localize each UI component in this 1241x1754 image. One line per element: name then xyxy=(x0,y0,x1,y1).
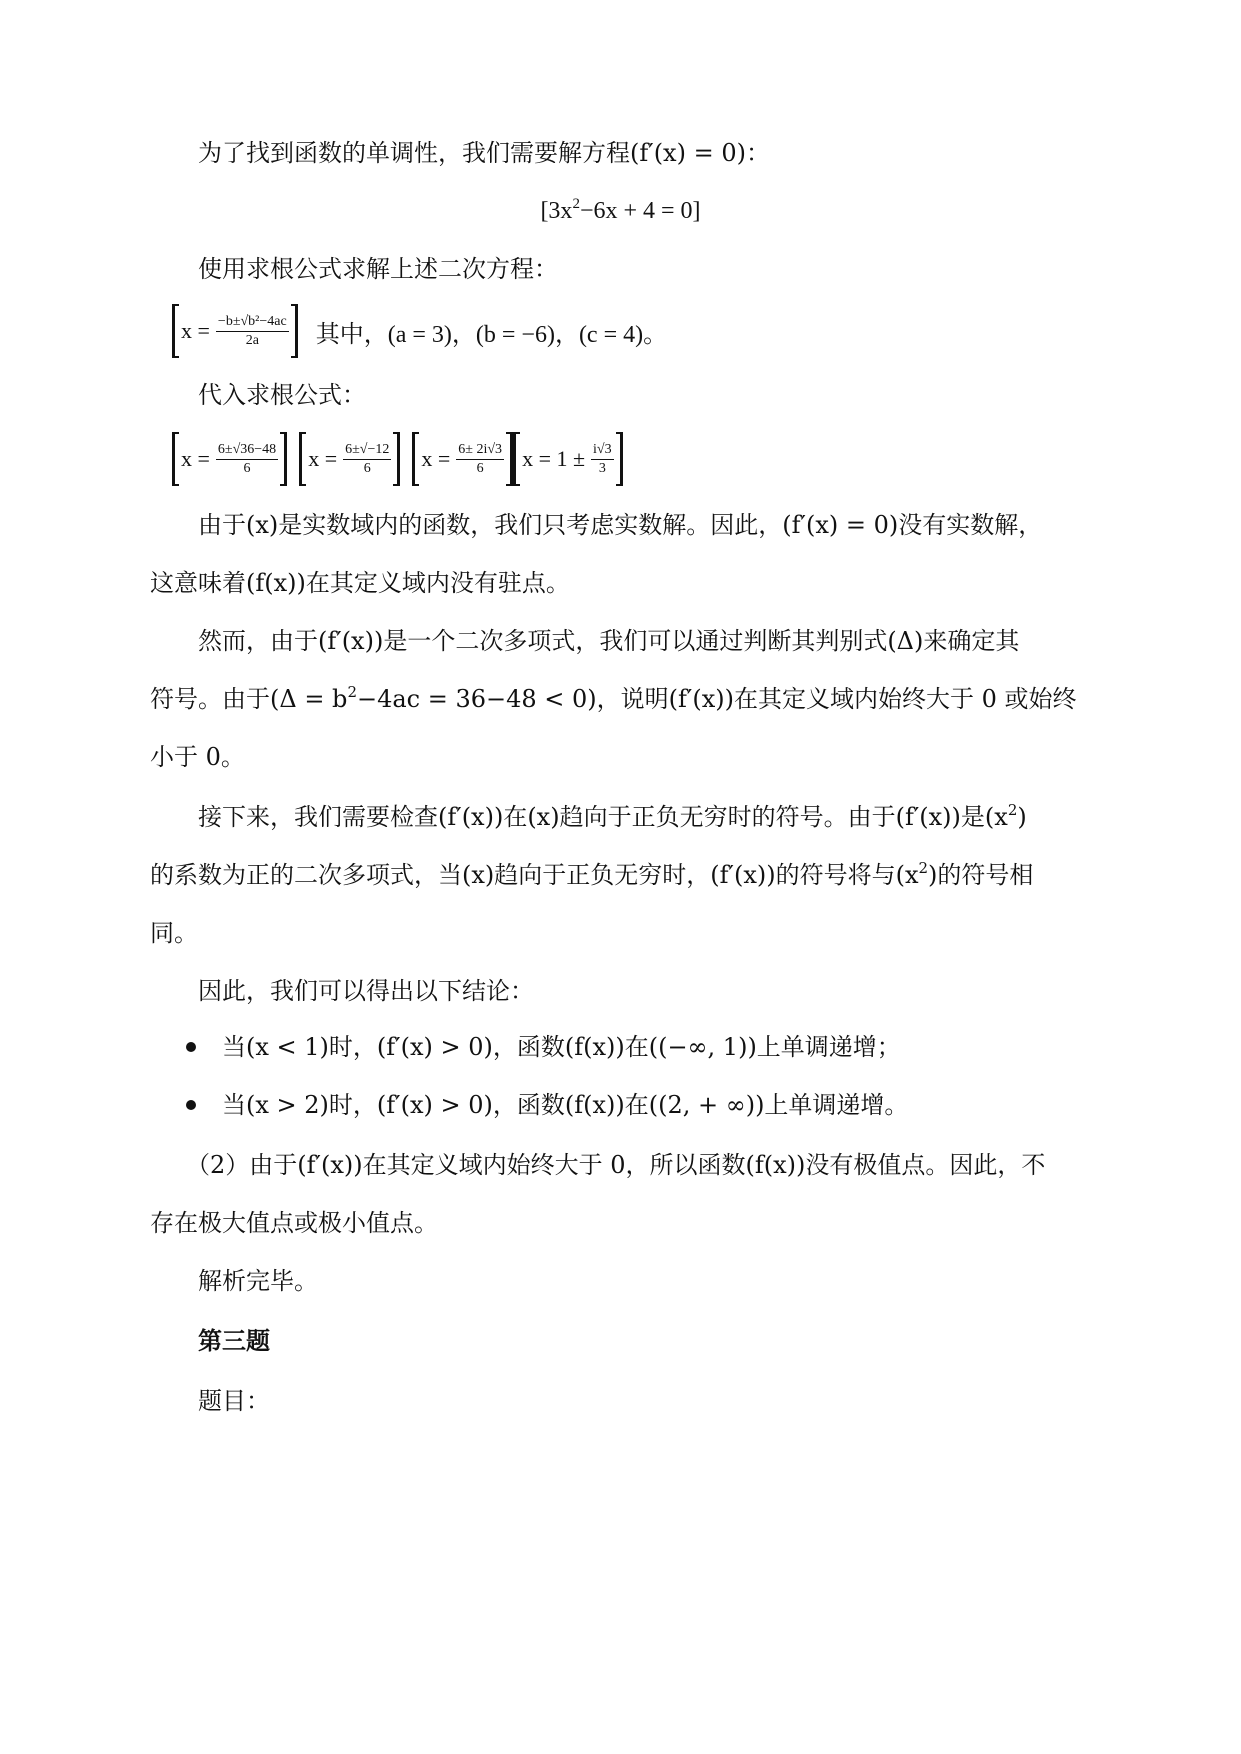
section-heading-question-3: 第三题 xyxy=(198,1327,270,1355)
quadratic-formula-fraction xyxy=(216,314,289,349)
substitution-step-2-lhs: x = xyxy=(308,446,338,471)
paragraph-analysis-complete: 解析完毕。 xyxy=(198,1267,318,1295)
quadratic-formula-box xyxy=(172,306,298,356)
paragraph-discriminant-line2 xyxy=(150,682,1100,716)
paragraph-infinity-line1 xyxy=(198,800,1148,834)
quadratic-formula-lhs: x = xyxy=(181,318,210,343)
paragraph-substitute-intro: 代入求根公式： xyxy=(198,381,366,409)
paragraph-extrema-line1: （2）由于(f′(x))在其定义域内始终大于 0，所以函数(f(x))没有极值点。因此，不 xyxy=(186,1151,1046,1179)
discriminant-exponent: 2 xyxy=(347,683,357,701)
paragraph-conclusion-intro: 因此，我们可以得出以下结论： xyxy=(198,977,534,1005)
substitution-step-1-fraction xyxy=(216,442,278,477)
substitution-step-2-numerator: 6±√−12 xyxy=(343,442,391,460)
substitution-step-3-fraction xyxy=(456,442,504,477)
equation-derivative xyxy=(0,194,1241,228)
bullet-dot-1 xyxy=(186,1042,196,1052)
equation-derivative-prefix: [3x xyxy=(540,198,573,224)
substitution-step-4-fraction xyxy=(591,442,614,477)
substitution-step-4-denominator: 3 xyxy=(598,460,606,476)
paragraph-question-label: 题目： xyxy=(198,1387,270,1415)
infinity-line1-pre: 接下来，我们需要检查(f′(x))在(x)趋向于正负无穷时的符号。由于(f′(x))是(x xyxy=(198,803,1008,831)
discriminant-line2-pre: 符号。由于(Δ = b xyxy=(150,685,348,713)
substitution-step-1-lhs: x = xyxy=(181,446,210,471)
substitution-step-3-denominator: 6 xyxy=(476,460,484,476)
paragraph-equation-intro: 为了找到函数的单调性，我们需要解方程(f′(x) = 0)： xyxy=(198,139,770,167)
substitution-step-1-numerator: 6±√36−48 xyxy=(216,442,278,460)
substitution-step-1-denominator: 6 xyxy=(243,460,251,476)
bullet-dot-2 xyxy=(186,1100,196,1110)
substitution-step-4 xyxy=(513,434,623,484)
bullet-item-2: 当(x > 2)时，(f′(x) > 0)，函数(f(x))在((2, + ∞))上单调递增。 xyxy=(222,1091,909,1119)
substitution-step-1 xyxy=(172,434,287,484)
substitution-step-2-denominator: 6 xyxy=(363,460,371,476)
infinity-line2-post: )的符号相 xyxy=(928,861,1034,889)
paragraph-discriminant-line1: 然而，由于(f′(x))是一个二次多项式，我们可以通过判断其判别式(Δ)来确定其 xyxy=(198,627,1020,655)
substitution-step-3-lhs: x = xyxy=(421,446,451,471)
quadratic-formula-row xyxy=(172,304,667,358)
paragraph-extrema-line2: 存在极大值点或极小值点。 xyxy=(150,1209,438,1237)
paragraph-real-solutions-line2: 这意味着(f(x))在其定义域内没有驻点。 xyxy=(150,569,570,597)
substitution-step-3-numerator: 6± 2i√3 xyxy=(456,442,504,460)
paragraph-infinity-line3: 同。 xyxy=(150,919,198,947)
infinity-line1-post: ) xyxy=(1017,803,1027,831)
infinity-line1-exponent: 2 xyxy=(1007,801,1018,819)
equation-derivative-suffix: −6x + 4 = 0] xyxy=(579,198,701,224)
substitution-step-2-fraction xyxy=(343,442,391,477)
equation-derivative-exponent: 2 xyxy=(572,196,580,212)
infinity-line2-exponent: 2 xyxy=(918,859,929,877)
bullet-item-1: 当(x < 1)时，(f′(x) > 0)，函数(f(x))在((−∞, 1))上单调递增； xyxy=(222,1033,901,1061)
paragraph-real-solutions-line1: 由于(x)是实数域内的函数，我们只考虑实数解。因此，(f′(x) = 0)没有实数解， xyxy=(198,511,1043,539)
paragraph-infinity-line2 xyxy=(150,858,1100,892)
infinity-line2-pre: 的系数为正的二次多项式，当(x)趋向于正负无穷时，(f′(x))的符号将与(x xyxy=(150,861,919,889)
substitution-step-4-lhs: x = 1 ± xyxy=(522,446,586,471)
coefficient-values: 其中，(a = 3)，(b = −6)，(c = 4)。 xyxy=(315,321,668,348)
quadratic-formula-numerator: −b±√b²−4ac xyxy=(216,314,289,332)
paragraph-quadratic-formula-intro: 使用求根公式求解上述二次方程： xyxy=(198,255,558,283)
substitution-row xyxy=(172,432,623,486)
discriminant-line2-post: −4ac = 36−48 < 0)，说明(f′(x))在其定义域内始终大于 0 或始终 xyxy=(356,685,1077,713)
substitution-step-2 xyxy=(299,434,400,484)
paragraph-discriminant-line3: 小于 0。 xyxy=(150,743,245,771)
quadratic-formula-denominator: 2a xyxy=(245,332,259,348)
substitution-step-4-numerator: i√3 xyxy=(591,442,614,460)
substitution-step-3 xyxy=(412,434,513,484)
